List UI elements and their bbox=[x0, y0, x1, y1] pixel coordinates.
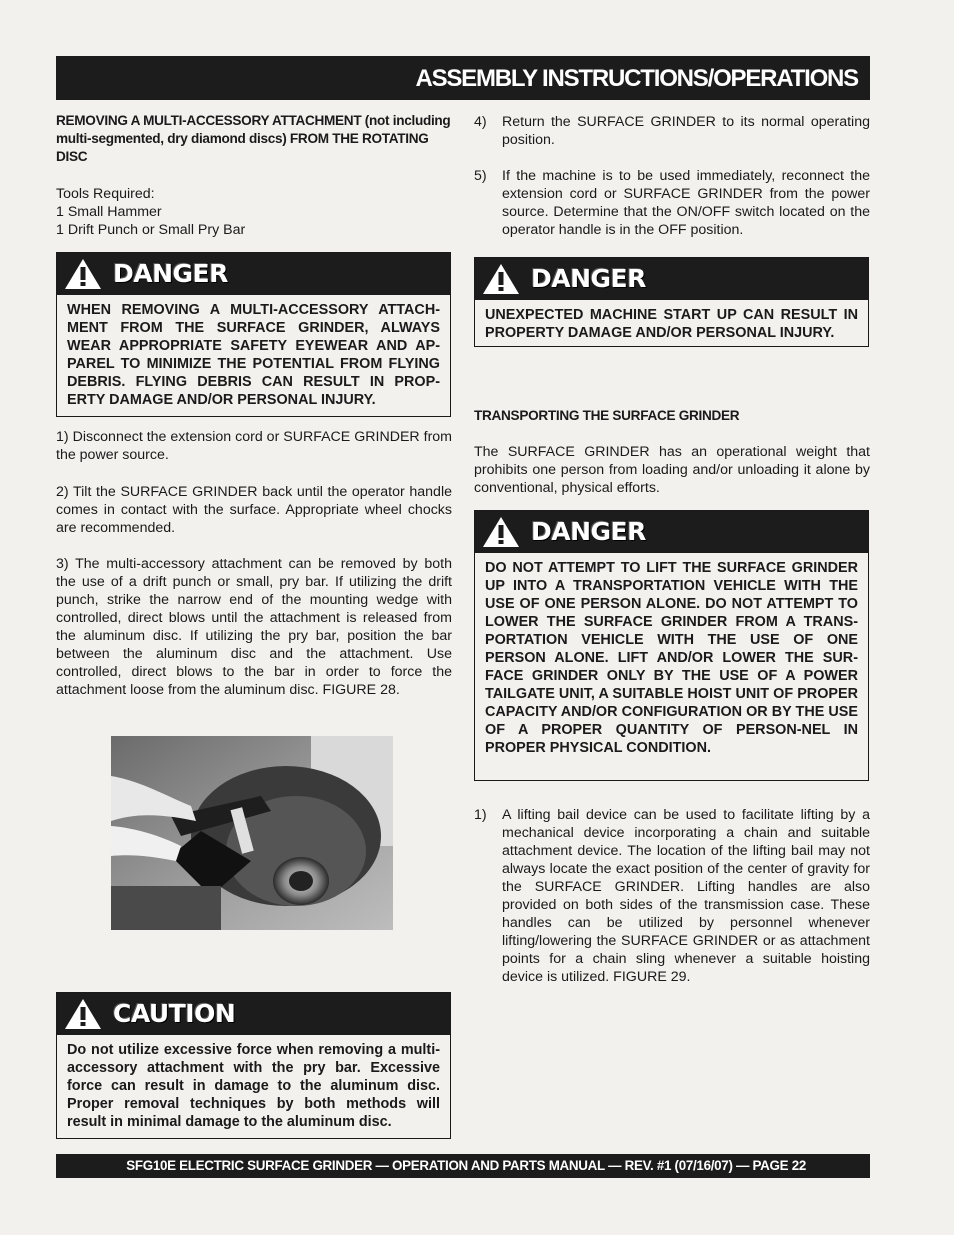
step-2: 2) Tilt the SURFACE GRINDER back until the operator handle comes in contact with the surface. Appropriate wheel chocks are recommended. bbox=[56, 484, 452, 536]
warning-icon bbox=[63, 257, 103, 291]
step-4: 4) Return the SURFACE GRINDER to its normal operating position. bbox=[474, 114, 870, 148]
footer-text: SFG10E ELECTRIC SURFACE GRINDER — OPERATION AND PARTS MANUAL — REV. #1 (07/16/07) — PAGE 22 bbox=[126, 1158, 806, 1173]
danger-label: DANGER bbox=[531, 264, 646, 293]
tools-item: 1 Small Hammer bbox=[56, 204, 162, 220]
danger-banner bbox=[475, 511, 868, 553]
caution-label: CAUTION bbox=[113, 999, 236, 1028]
warning-icon bbox=[481, 262, 521, 296]
warning-icon bbox=[63, 997, 103, 1031]
warning-icon bbox=[481, 515, 521, 549]
tools-item: 1 Drift Punch or Small Pry Bar bbox=[56, 222, 246, 238]
section-header bbox=[56, 56, 870, 100]
danger-box-startup bbox=[474, 257, 869, 347]
grinder-photo-image bbox=[111, 736, 393, 930]
transport-text: The SURFACE GRINDER has an operational weight that prohibits one person from loading and/or unloading it alone by conventional, physical efforts. bbox=[474, 444, 870, 496]
section-title: ASSEMBLY INSTRUCTIONS/OPERATIONS bbox=[415, 65, 858, 92]
danger-banner bbox=[475, 258, 868, 300]
caution-text: Do not utilize excessive force when removing a multi-accessory attachment with the pry bar. Excessive force can result in damage to the aluminum disc. Proper removal techniques by both methods will result in minimal damage to the aluminum disc. bbox=[67, 1042, 440, 1130]
tools-title: Tools Required: bbox=[56, 186, 155, 202]
removal-heading: REMOVING A MULTI-ACCESSORY ATTACHMENT (not including multi-segmented, dry diamond discs) FROM THE ROTATING DISC bbox=[56, 113, 451, 164]
transport-heading: TRANSPORTING THE SURFACE GRINDER bbox=[474, 408, 740, 423]
danger-box-eyewear bbox=[56, 252, 451, 417]
step-1: 1) Disconnect the extension cord or SURFACE GRINDER from the power source. bbox=[56, 429, 452, 463]
figure-28-photo bbox=[111, 736, 393, 930]
danger-text: UNEXPECTED MACHINE START UP CAN RESULT IN PROPERTY DAMAGE AND/OR PERSONAL INJURY. bbox=[485, 307, 858, 341]
danger-text: DO NOT ATTEMPT TO LIFT THE SURFACE GRINDER UP INTO A TRANSPORTATION VEHICLE WITH THE USE OF ONE PERSON ALONE. DO NOT ATTEMPT TO LOWER THE SURFACE GRINDER FROM A TRANS-PORTATION VEHICLE WITH THE USE OF ONE PERSON ALONE. LIFT AND/OR LOWER THE SUR-FACE GRINDER ONLY BY THE USE OF A POWER TAILGATE UNIT, A SUITABLE HOIST UNIT OF PROPER CAPACITY AND/OR CONFIGURATION OR BY THE USE OF A PROPER QUANTITY OF PERSON-NEL IN PROPER PHYSICAL CONDITION. bbox=[485, 560, 858, 756]
tools-list bbox=[56, 185, 452, 239]
caution-banner bbox=[57, 993, 450, 1035]
danger-box-lifting bbox=[474, 510, 869, 781]
danger-banner bbox=[57, 253, 450, 295]
danger-text: WHEN REMOVING A MULTI-ACCESSORY ATTACH-MENT FROM THE SURFACE GRINDER, ALWAYS WEAR APPROPRIATE SAFETY EYEWEAR AND AP-PAREL TO MINIMIZE THE POTENTIAL FROM FLYING DEBRIS. FLYING DEBRIS CAN RESULT IN PROP-ERTY DAMAGE AND/OR PERSONAL INJURY. bbox=[67, 302, 440, 408]
step-3: 3) The multi-accessory attachment can be removed by both the use of a drift punch or small, pry bar. If utilizing the drift punch, strike the narrow end of the mounting wedge with controlled, direct blows until the attachment is released from the aluminum disc. If utilizing the pry bar, position the bar between the aluminum disc and the attachment. Use controlled, direct blows to the bar in order to force the attachment loose from the aluminum disc. FIGURE 28. bbox=[56, 556, 452, 698]
page-footer bbox=[56, 1154, 870, 1178]
lifting-step-1: 1) A lifting bail device can be used to facilitate lifting by a mechanical device incorporating a chain and suitable attachment device. The location of the lifting bail may not always locate the exact position of the center of gravity for the SURFACE GRINDER. Lifting handles are also provided on both sides of the transmission case. These handles can be utilized by personnel whenever lifting/lowering the SURFACE GRINDER or as attachment points for a chain sling whenever a suitable hoisting device is utilized. FIGURE 29. bbox=[474, 807, 870, 985]
danger-label: DANGER bbox=[113, 259, 228, 288]
caution-box bbox=[56, 992, 451, 1139]
danger-label: DANGER bbox=[531, 517, 646, 546]
step-5: 5) If the machine is to be used immediately, reconnect the extension cord or SURFACE GRINDER from the power source. Determine that the ON/OFF switch located on the operator handle is in the OFF position. bbox=[474, 168, 870, 238]
